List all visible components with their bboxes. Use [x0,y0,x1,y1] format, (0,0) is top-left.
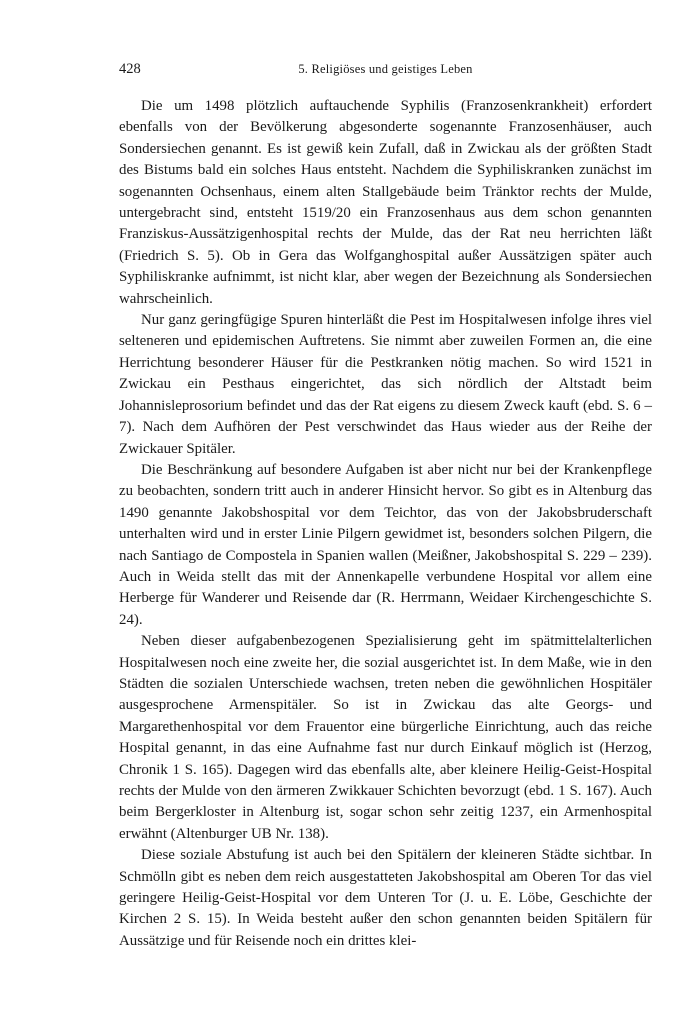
body-text [119,96,652,952]
paragraph-syphilis: Die um 1498 plötzlich auftauchende Syphilis (Franzosenkrankheit) erfordert ebenfalls von der Bevölkerung abgesonderte sogenannte Franzosenhäuser, auch Sondersiechen genannt. Es ist gewiß kein Zufall, daß in Zwickau als der größten Stadt des Bistums bald ein solches Haus entsteht. Nachdem die Syphiliskranken zunächst im sogenannten Ochsenhaus, einem alten Stallgebäude beim Tränktor rechts der Mulde, untergebracht sind, entsteht 1519/20 ein Franzosenhaus aus dem schon genannten Franziskus-Aussätzigenhospital rechts der Mulde, das der Rat neu herrichten läßt (Friedrich S. 5). Ob in Gera das Wolfganghospital außer Aussätzigen später auch Syphiliskranke aufnimmt, ist nicht klar, aber wegen der Bezeichnung als Sondersiechen wahrscheinlich. [119,98,652,307]
paragraph-social-specialization: Neben dieser aufgabenbezogenen Spezialisierung geht im spätmittelalterlichen Hospitalwesen noch eine zweite her, die sozial ausgerichtet ist. In dem Maße, wie in den Städten die sozialen Unterschiede wachsen, treten neben die gewöhnlichen Hospitäler ausgesprochene Armenspitäler. So ist in Zwickau das alte Georgs- und Margarethenhospital vor dem Frauentor eine bürgerliche Einrichtung, auch das reiche Hospital genannt, in das eine Aufnahme fast nur durch Einkauf möglich ist (Herzog, Chronik 1 S. 165). Dagegen wird das ebenfalls alte, aber kleinere Heilig-Geist-Hospital rechts der Mulde von den ärmeren Zwikkauer Schichten bevorzugt (ebd. 1 S. 167). Auch beim Bergerkloster in Altenburg ist, sogar schon sehr zeitig 1237, ein Armenhospital erwähnt (Altenburger UB Nr. 138). [119,633,652,842]
running-header [119,58,652,80]
paragraph-pest: Nur ganz geringfügige Spuren hinterläßt die Pest im Hospitalwesen infolge ihres viel selteneren und epidemischen Auftretens. Sie nimmt aber zuweilen Formen an, die eine Herrichtung besonderer Häuser für die Pestkranken nötig machen. So wird 1521 in Zwickau ein Pesthaus eingerichtet, das sich nördlich der Altstadt beim Johannisleprosorium befindet und das der Rat eigens zu diesem Zweck kauft (ebd. S. 6 – 7). Nach dem Aufhören der Pest verschwindet das Haus wieder aus der Reihe der Zwickauer Spitäler. [119,312,652,457]
paragraph-small-towns: Diese soziale Abstufung ist auch bei den Spitälern der kleineren Städte sichtbar. In Schmölln gibt es neben dem reich ausgestatteten Jakobshospital am Oberen Tor das viel geringere Heilig-Geist-Hospital vor dem Unteren Tor (J. u. E. Löbe, Geschichte der Kirchen 2 S. 15). In Weida besteht außer den schon genannten beiden Spitälern für Aussätzige und für Reisende noch ein drittes klei- [119,847,652,949]
chapter-title: 5. Religiöses und geistiges Leben [298,62,473,76]
book-page [119,58,652,952]
paragraph-pilgrims: Die Beschränkung auf besondere Aufgaben ist aber nicht nur bei der Krankenpflege zu beobachten, sondern tritt auch in anderer Hinsicht hervor. So gibt es in Altenburg das 1490 genannte Jakobshospital vor dem Teichtor, das von der Jakobsbruderschaft unterhalten wird und in erster Linie Pilgern gewidmet ist, besonders solchen Pilgern, die nach Santiago de Compostela in Spanien wallen (Meißner, Jakobshospital S. 229 – 239). Auch in Weida stellt das mit der Annenkapelle verbundene Hospital vor allem eine Herberge für Wanderer und Reisende dar (R. Herrmann, Weidaer Kirchengeschichte S. 24). [119,461,652,628]
page-number: 428 [119,61,141,77]
